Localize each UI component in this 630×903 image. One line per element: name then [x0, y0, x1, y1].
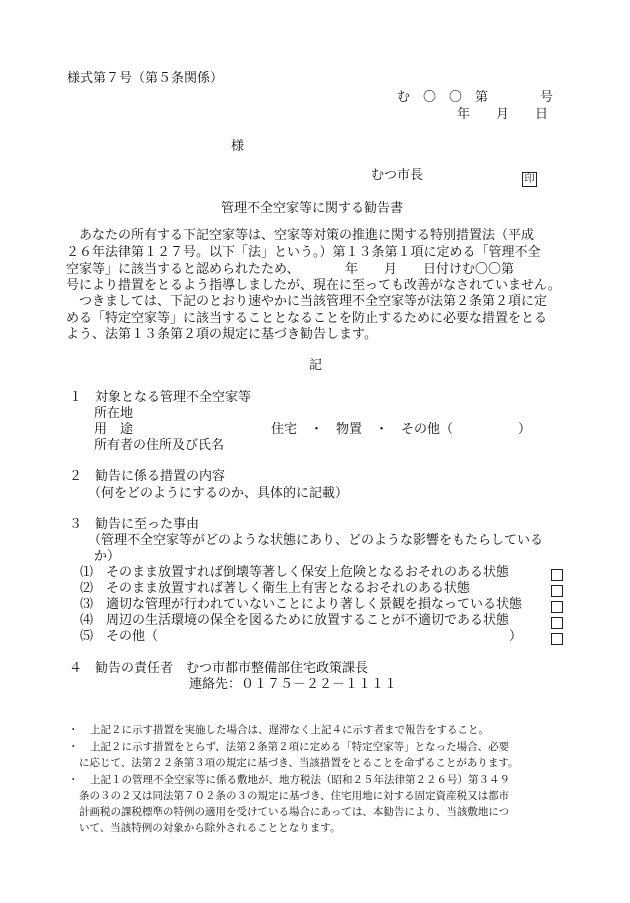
ki-heading: 記 [309, 358, 323, 373]
reason-item-2: ⑵ そのまま放置すれば著しく衛生上有害となるおそれのある状態 [80, 581, 471, 596]
section1-heading: １ 対象となる管理不全空家等 [69, 390, 252, 405]
contact-line: 連絡先：０１７５－２２－１１１１ [189, 677, 398, 692]
note-line: 上記１の管理不全空家等に係る敷地が、地方税法（昭和２５年法律第２２６号）第３４９ [90, 774, 510, 786]
reason-item-5: ⑸ その他（ [80, 629, 159, 644]
owner-label: 所有者の住所及び氏名 [94, 438, 225, 453]
section2-note: （何をどのようにするのか、具体的に記載） [88, 486, 349, 501]
doc-number: む 〇 〇 第 号 [397, 90, 554, 105]
sender-name: むつ市長 [371, 168, 424, 183]
note-line: 計画税の課税標準の特例の適用を受けている場合にあっては、本勧告により、当該敷地につ [79, 806, 510, 818]
section3-note: か） [94, 549, 121, 564]
body-line: あなたの所有する下記空家等は、空家等対策の推進に関する特別措置法（平成 [79, 228, 535, 243]
reason-item-1: ⑴ そのまま放置すれば倒壊等著しく保安上危険となるおそれのある状態 [80, 565, 510, 580]
date-line: 年 月 日 [457, 107, 549, 122]
body-line: ２６年法律第１２７号。以下「法」という。）第１３条第１項に定める「管理不全 [66, 245, 541, 260]
section3-note: （管理不全空家等がどのような状態にあり、どのような影響をもたらしている [88, 533, 544, 548]
form-label: 様式第７号（第５条関係） [67, 71, 224, 86]
body-line: める「特定空家等」に該当することとなることを防止するために必要な措置をとる [66, 311, 548, 326]
note-line: 条の３の２又は同法第７０２条の３の規定に基づき、住宅用地に対する固定資産税又は都市 [79, 790, 510, 802]
usage-options: 住宅 ・ 物置 ・ その他（ ） [271, 422, 532, 437]
note-line: いて、当該特例の対象から除外されることとなります。 [79, 822, 341, 834]
reason-item-3: ⑶ 適切な管理が行われていないことにより著しく景観を損なっている状態 [80, 597, 523, 612]
section4-heading: ４ 勧告の責任者 むつ市都市整備部住宅政策課長 [69, 661, 369, 676]
reason-item-4: ⑷ 周辺の生活環境の保全を図るために放置することが不適切である状態 [80, 613, 510, 628]
note-line: 上記２に示す措置を実施した場合は、遅滞なく上記４に示す者まで報告をすること。 [90, 724, 489, 736]
note-bullet: ・ [68, 774, 79, 786]
body-line: よう、法第１３条第２項の規定に基づき勧告します。 [66, 327, 377, 342]
note-bullet: ・ [68, 724, 79, 736]
location-label: 所在地 [94, 406, 134, 421]
other-close: ） [509, 629, 523, 644]
section2-heading: ２ 勧告に係る措置の内容 [69, 469, 226, 484]
seal-icon: 印 [522, 167, 537, 187]
body-line: 号により措置をとるよう指導しましたが、現在に至っても改善がなされていません。 [66, 278, 561, 293]
section3-heading: ３ 勧告に至った事由 [69, 517, 200, 532]
note-bullet: ・ [68, 741, 79, 753]
note-line: に応じて、法第２２条第３項の規定に基づき、当該措置をとることを命ずることがあります。 [79, 757, 519, 769]
usage-label: 用 途 [94, 422, 134, 437]
body-line: つきましては、下記のとおり速やかに当該管理不全空家等が法第２条第２項に定 [79, 294, 548, 309]
note-line: 上記２に示す措置をとらず、法第２条第２項に定める「特定空家等」となった場合、必要 [90, 741, 510, 753]
document-title: 管理不全空家等に関する勧告書 [221, 201, 404, 216]
body-line: 空家等」に該当すると認められたため、 年 月 日付けむ〇〇第 [66, 262, 514, 277]
checkbox-icon[interactable] [551, 630, 563, 649]
addressee: 様 [231, 139, 245, 154]
